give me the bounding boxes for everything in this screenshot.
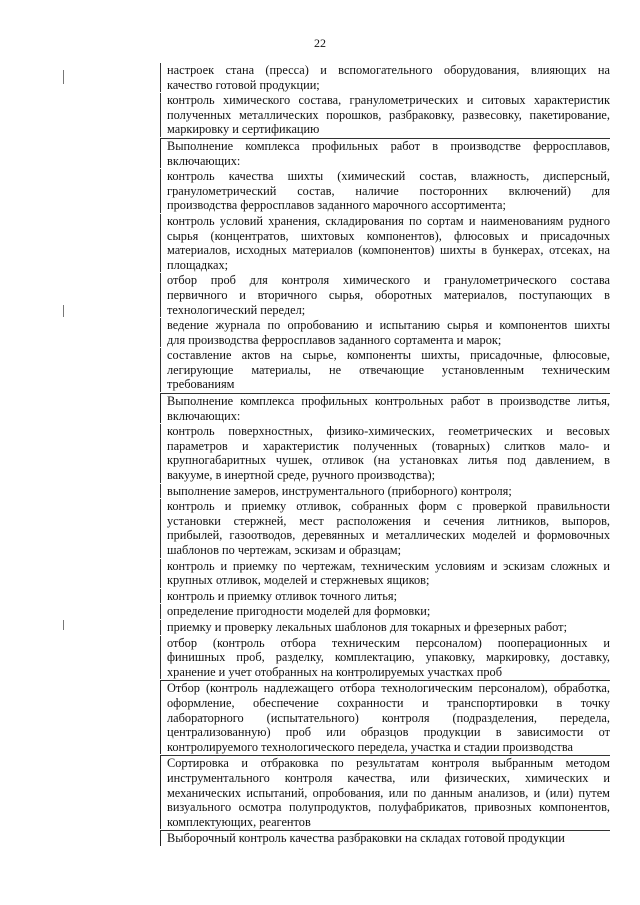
text-line: финишных проб, разделку, комплектацию, упаковку, маркировку, доставку, <box>167 650 610 665</box>
text-line: механических испытаний, опробования, или по данным анализов, и (или) путем <box>167 785 610 800</box>
text-line: параметров и характеристик полученных (товарных) слитков мало- и <box>167 438 610 453</box>
list-item <box>160 499 610 557</box>
section-heading-block <box>160 755 610 829</box>
list-item <box>160 636 610 680</box>
list-item <box>160 604 610 619</box>
section-heading-block <box>160 138 610 168</box>
list-item <box>160 589 610 604</box>
text-line: технологический передел; <box>167 302 306 317</box>
text-line: контроль и приемку отливок точного литья; <box>167 588 398 603</box>
text-line: комплектующих, реагентов <box>167 814 311 829</box>
margin-mark <box>63 70 64 84</box>
text-line: крупных отливок, моделей и стержневых ящиков; <box>167 573 430 588</box>
text-line: определение пригодности моделей для формовки; <box>167 604 431 619</box>
text-line: отбор проб для контроля химического и гранулометрического состава <box>167 273 610 288</box>
text-line: установки стержней, мест расположения и сечения литников, выпоров, <box>167 513 610 528</box>
list-item <box>160 318 610 347</box>
text-line: ведение журнала по опробованию и испытанию сырья и компонентов шихты <box>167 318 610 333</box>
list-item <box>160 424 610 482</box>
text-line: контроль и приемку отливок, собранных форм с проверкой правильности <box>167 499 610 514</box>
text-line: оформление, обеспечение сохранности и транспортировки в точку <box>167 695 610 710</box>
text-line: визуального осмотра полупродуктов, полуфабрикатов, привозных компонентов, <box>167 800 610 815</box>
text-line: сырья (концентратов, шихтовых компонентов), флюсовых и присадочных <box>167 228 610 243</box>
text-line: контроль качества шихты (химический состав, влажность, дисперсный, <box>167 169 610 184</box>
text-line: легирующие материалы, не отвечающие установленным техническим <box>167 362 610 377</box>
text-line: хранение и учет отобранных на контролируемых участках проб <box>167 664 502 679</box>
list-item <box>160 169 610 213</box>
text-line: Выполнение комплекса профильных работ в производстве ферросплавов, <box>167 138 610 153</box>
section-heading-block <box>160 680 610 754</box>
text-line: контролируемого технологического передела, участка и стадии производства <box>167 739 573 754</box>
text-line: составление актов на сырье, компоненты шихты, присадочные, флюсовые, <box>167 348 610 363</box>
text-line: крупногабаритных чушек, отливок (на установках литья под давлением, в <box>167 453 610 468</box>
section-heading-block <box>160 830 610 846</box>
text-line: контроль условий хранения, складирования по сортам и наименованиям рудного <box>167 213 610 228</box>
text-line: приемку и проверку лекальных шаблонов для токарных и фрезерных работ; <box>167 619 568 634</box>
list-item <box>160 559 610 588</box>
page-number: 22 <box>314 36 326 50</box>
text-line: контроль химического состава, гранулометрических и ситовых характеристик <box>167 93 610 108</box>
text-line: контроль поверхностных, физико-химических, геометрических и весовых <box>167 424 610 439</box>
text-line: контроль и приемку по чертежам, техническим условиям и эскизам сложных и <box>167 558 610 573</box>
text-line: включающих: <box>167 408 241 423</box>
list-item <box>160 63 610 92</box>
text-line: первичного и вторичного сырья, оборотных материалов, поступающих в <box>167 287 610 302</box>
text-line: материалов, исходных материалов (компонентов) шихты в бункерах, отсеках, на <box>167 243 610 258</box>
text-line: настроек стана (пресса) и вспомогательного оборудования, влияющих на <box>167 63 610 77</box>
text-line: выполнение замеров, инструментального (приборного) контроля; <box>167 483 512 498</box>
text-line: маркировку и сертификацию <box>167 122 320 137</box>
text-line: Выполнение комплекса профильных контрольных работ в производстве литья, <box>167 394 610 409</box>
text-line: Выборочный контроль качества разбраковки на складах готовой продукции <box>167 831 565 846</box>
text-line: Сортировка и отбраковка по результатам контроля выбранным методом <box>167 756 610 771</box>
list-item <box>160 93 610 137</box>
text-line: вакууме, в инертной среде, ручного производства); <box>167 468 435 483</box>
text-line: Отбор (контроль надлежащего отбора технологическим персоналом), обработка, <box>167 681 610 696</box>
section-heading-block <box>160 393 610 423</box>
text-line: гранулометрический состав, наличие посторонних включений) для <box>167 183 610 198</box>
text-line: качество готовой продукции; <box>167 77 320 92</box>
text-line: инструментального контроля качества, или физических, химических и <box>167 770 610 785</box>
text-line: производства ферросплавов заданного марочного ассортимента; <box>167 198 506 213</box>
text-line: отбор (контроль отбора техническим персоналом) пооперационных и <box>167 635 610 650</box>
list-item <box>160 348 610 392</box>
text-line: полученных металлических порошков, разбраковку, развесовку, пакетирование, <box>167 107 610 122</box>
text-line: лабораторного (испытательного) контроля (подразделения, передела, <box>167 710 610 725</box>
text-line: для производства ферросплавов заданного сортамента и марок; <box>167 332 502 347</box>
list-item <box>160 273 610 317</box>
list-item <box>160 484 610 499</box>
text-line: шаблонов по чертежам, эскизам и образцам; <box>167 543 402 557</box>
margin-mark <box>63 305 64 317</box>
text-line: централизованную) проб или образцов продукции в зависимости от <box>167 725 610 740</box>
text-line: требованиям <box>167 377 235 392</box>
margin-mark <box>63 620 64 630</box>
document-body <box>160 63 610 847</box>
list-item <box>160 620 610 635</box>
list-item <box>160 214 610 272</box>
text-line: включающих: <box>167 153 241 168</box>
text-line: площадках; <box>167 257 229 272</box>
text-line: прибылей, газоотводов, деревянных и металлических моделей и формовочных <box>167 528 610 543</box>
